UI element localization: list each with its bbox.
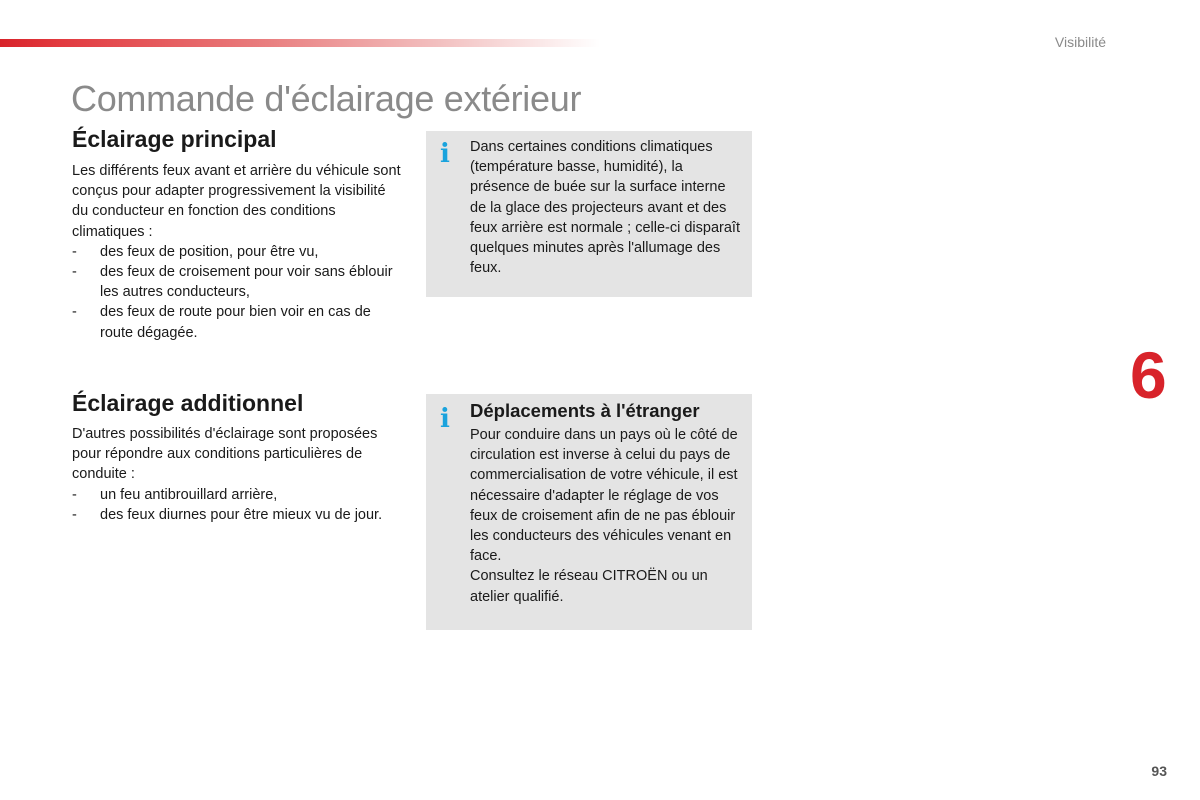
info-box-condensation	[426, 131, 752, 297]
page-number: 93	[1151, 763, 1167, 779]
main-lighting-list	[72, 242, 402, 343]
additional-lighting-list	[72, 485, 402, 525]
heading-main-lighting: Éclairage principal	[72, 126, 277, 152]
section-label: Visibilité	[1054, 34, 1106, 50]
page-title: Commande d'éclairage extérieur	[71, 78, 582, 119]
info-box-condensation-text: Dans certaines conditions climatiques (température basse, humidité), la présence de buée sur la surface interne de la glace des projecteurs avant et des feux arrière est normale ; celle-ci disparaît quelques minutes après l'allumage des feux.	[470, 139, 740, 277]
info-box-travel-paragraph-1: Pour conduire dans un pays où le côté de circulation est inverse à celui du pays de commercialisation de votre véhicule, il est nécessaire d'adapter le réglage de vos feux de croisement afin de ne pas éblouir les conducteurs des véhicules venant en face.	[470, 427, 738, 565]
main-lighting-intro: Les différents feux avant et arrière du véhicule sont conçus pour adapter progressivement la visibilité du conducteur en fonction des conditions climatiques :	[72, 163, 401, 240]
list-item: - des feux de position, pour être vu,	[72, 243, 319, 260]
info-box-travel-abroad	[426, 394, 752, 630]
main-lighting-body	[72, 161, 402, 343]
list-item: - des feux diurnes pour être mieux vu de jour.	[72, 506, 383, 523]
header-accent-bar	[0, 39, 600, 47]
info-icon: i	[440, 139, 450, 169]
list-item: - des feux de route pour bien voir en cas de route dégagée.	[72, 304, 371, 341]
list-item: - un feu antibrouillard arrière,	[72, 486, 278, 503]
additional-lighting-body	[72, 424, 402, 525]
heading-additional-lighting: Éclairage additionnel	[72, 390, 304, 416]
chapter-number: 6	[1130, 338, 1167, 412]
additional-lighting-intro: D'autres possibilités d'éclairage sont proposées pour répondre aux conditions particulières de conduite :	[72, 426, 378, 483]
info-box-travel-paragraph-2: Consultez le réseau CITROËN ou un atelier qualifié.	[470, 568, 708, 605]
info-icon: i	[440, 404, 450, 434]
info-box-travel-title: Déplacements à l'étranger	[470, 400, 700, 421]
list-item: - des feux de croisement pour voir sans éblouir les autres conducteurs,	[72, 264, 393, 301]
